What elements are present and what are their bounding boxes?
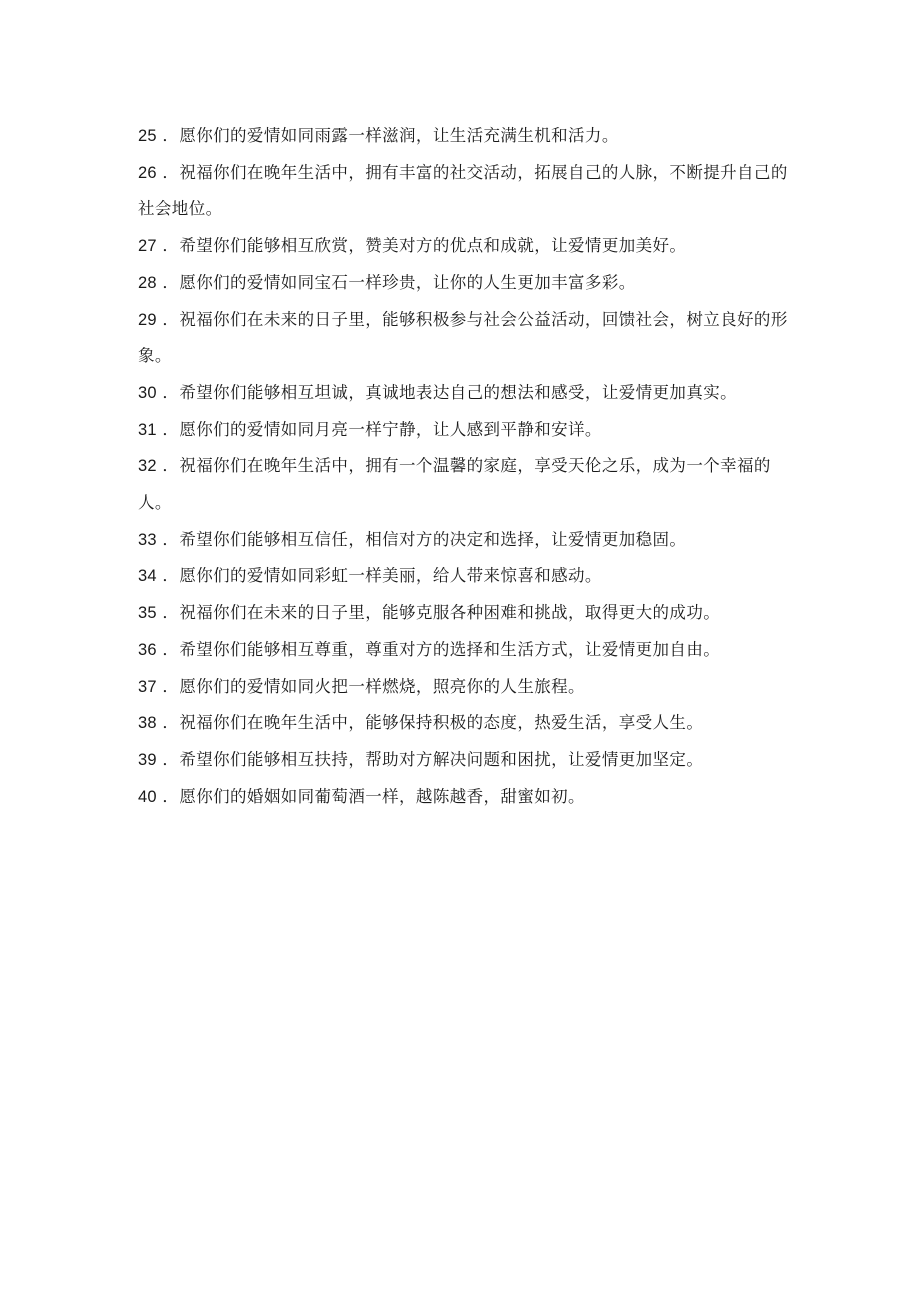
item-number: 39 <box>138 750 157 769</box>
item-text: ．愿你们的婚姻如同葡萄酒一样，越陈越香，甜蜜如初。 <box>162 786 585 806</box>
item-number: 28 <box>138 273 157 292</box>
item-text: ．愿你们的爱情如同雨露一样滋润，让生活充满生机和活力。 <box>162 126 619 145</box>
item-text: ．祝福你们在晚年生活中，拥有一个温馨的家庭，享受天伦之乐，成为一个幸福的人。 <box>138 456 771 513</box>
item-text: ．希望你们能够相互扶持，帮助对方解决问题和困扰，让爱情更加坚定。 <box>162 749 704 769</box>
item-number: 38 <box>138 714 157 733</box>
list-item <box>138 228 788 265</box>
item-number: 40 <box>138 787 157 806</box>
item-number: 27 <box>138 237 157 256</box>
list-item <box>138 742 788 779</box>
list-item <box>138 558 788 595</box>
item-number: 33 <box>138 530 157 549</box>
item-text: ．希望你们能够相互信任，相信对方的决定和选择，让爱情更加稳固。 <box>162 529 687 549</box>
item-text: ．愿你们的爱情如同火把一样燃烧，照亮你的人生旅程。 <box>162 676 585 696</box>
list-item <box>138 632 788 669</box>
item-number: 37 <box>138 677 157 696</box>
item-number: 31 <box>138 420 157 439</box>
item-number: 29 <box>138 310 157 329</box>
list-item <box>138 595 788 632</box>
item-number: 25 <box>138 127 157 145</box>
list-item <box>138 522 788 559</box>
list-item <box>138 669 788 706</box>
list-item <box>138 375 788 412</box>
item-text: ．祝福你们在未来的日子里，能够积极参与社会公益活动，回馈社会，树立良好的形象。 <box>138 309 788 366</box>
item-text: ．希望你们能够相互尊重，尊重对方的选择和生活方式，让爱情更加自由。 <box>162 639 721 659</box>
list-item <box>138 779 788 816</box>
item-number: 32 <box>138 457 157 476</box>
list-item <box>138 412 788 449</box>
list-item <box>138 155 788 228</box>
item-text: ．祝福你们在晚年生活中，拥有丰富的社交活动，拓展自己的人脉，不断提升自己的社会地位。 <box>138 162 788 219</box>
item-text: ．愿你们的爱情如同宝石一样珍贵，让你的人生更加丰富多彩。 <box>162 272 636 292</box>
item-number: 36 <box>138 640 157 659</box>
list-item <box>138 448 788 521</box>
item-number: 34 <box>138 567 157 586</box>
item-text: ．愿你们的爱情如同月亮一样宁静，让人感到平静和安详。 <box>162 419 602 439</box>
item-text: ．祝福你们在晚年生活中，能够保持积极的态度，热爱生活，享受人生。 <box>162 713 704 733</box>
item-text: ．希望你们能够相互坦诚，真诚地表达自己的想法和感受，让爱情更加真实。 <box>162 382 738 402</box>
item-number: 26 <box>138 163 157 182</box>
list-item <box>138 302 788 375</box>
item-text: ．愿你们的爱情如同彩虹一样美丽，给人带来惊喜和感动。 <box>162 566 602 586</box>
list-item <box>138 265 788 302</box>
item-number: 35 <box>138 604 157 623</box>
list-item <box>138 705 788 742</box>
wish-list <box>138 118 788 815</box>
item-number: 30 <box>138 383 157 402</box>
item-text: ．祝福你们在未来的日子里，能够克服各种困难和挑战，取得更大的成功。 <box>162 603 721 623</box>
item-text: ．希望你们能够相互欣赏，赞美对方的优点和成就，让爱情更加美好。 <box>162 236 687 256</box>
list-item <box>138 118 788 155</box>
